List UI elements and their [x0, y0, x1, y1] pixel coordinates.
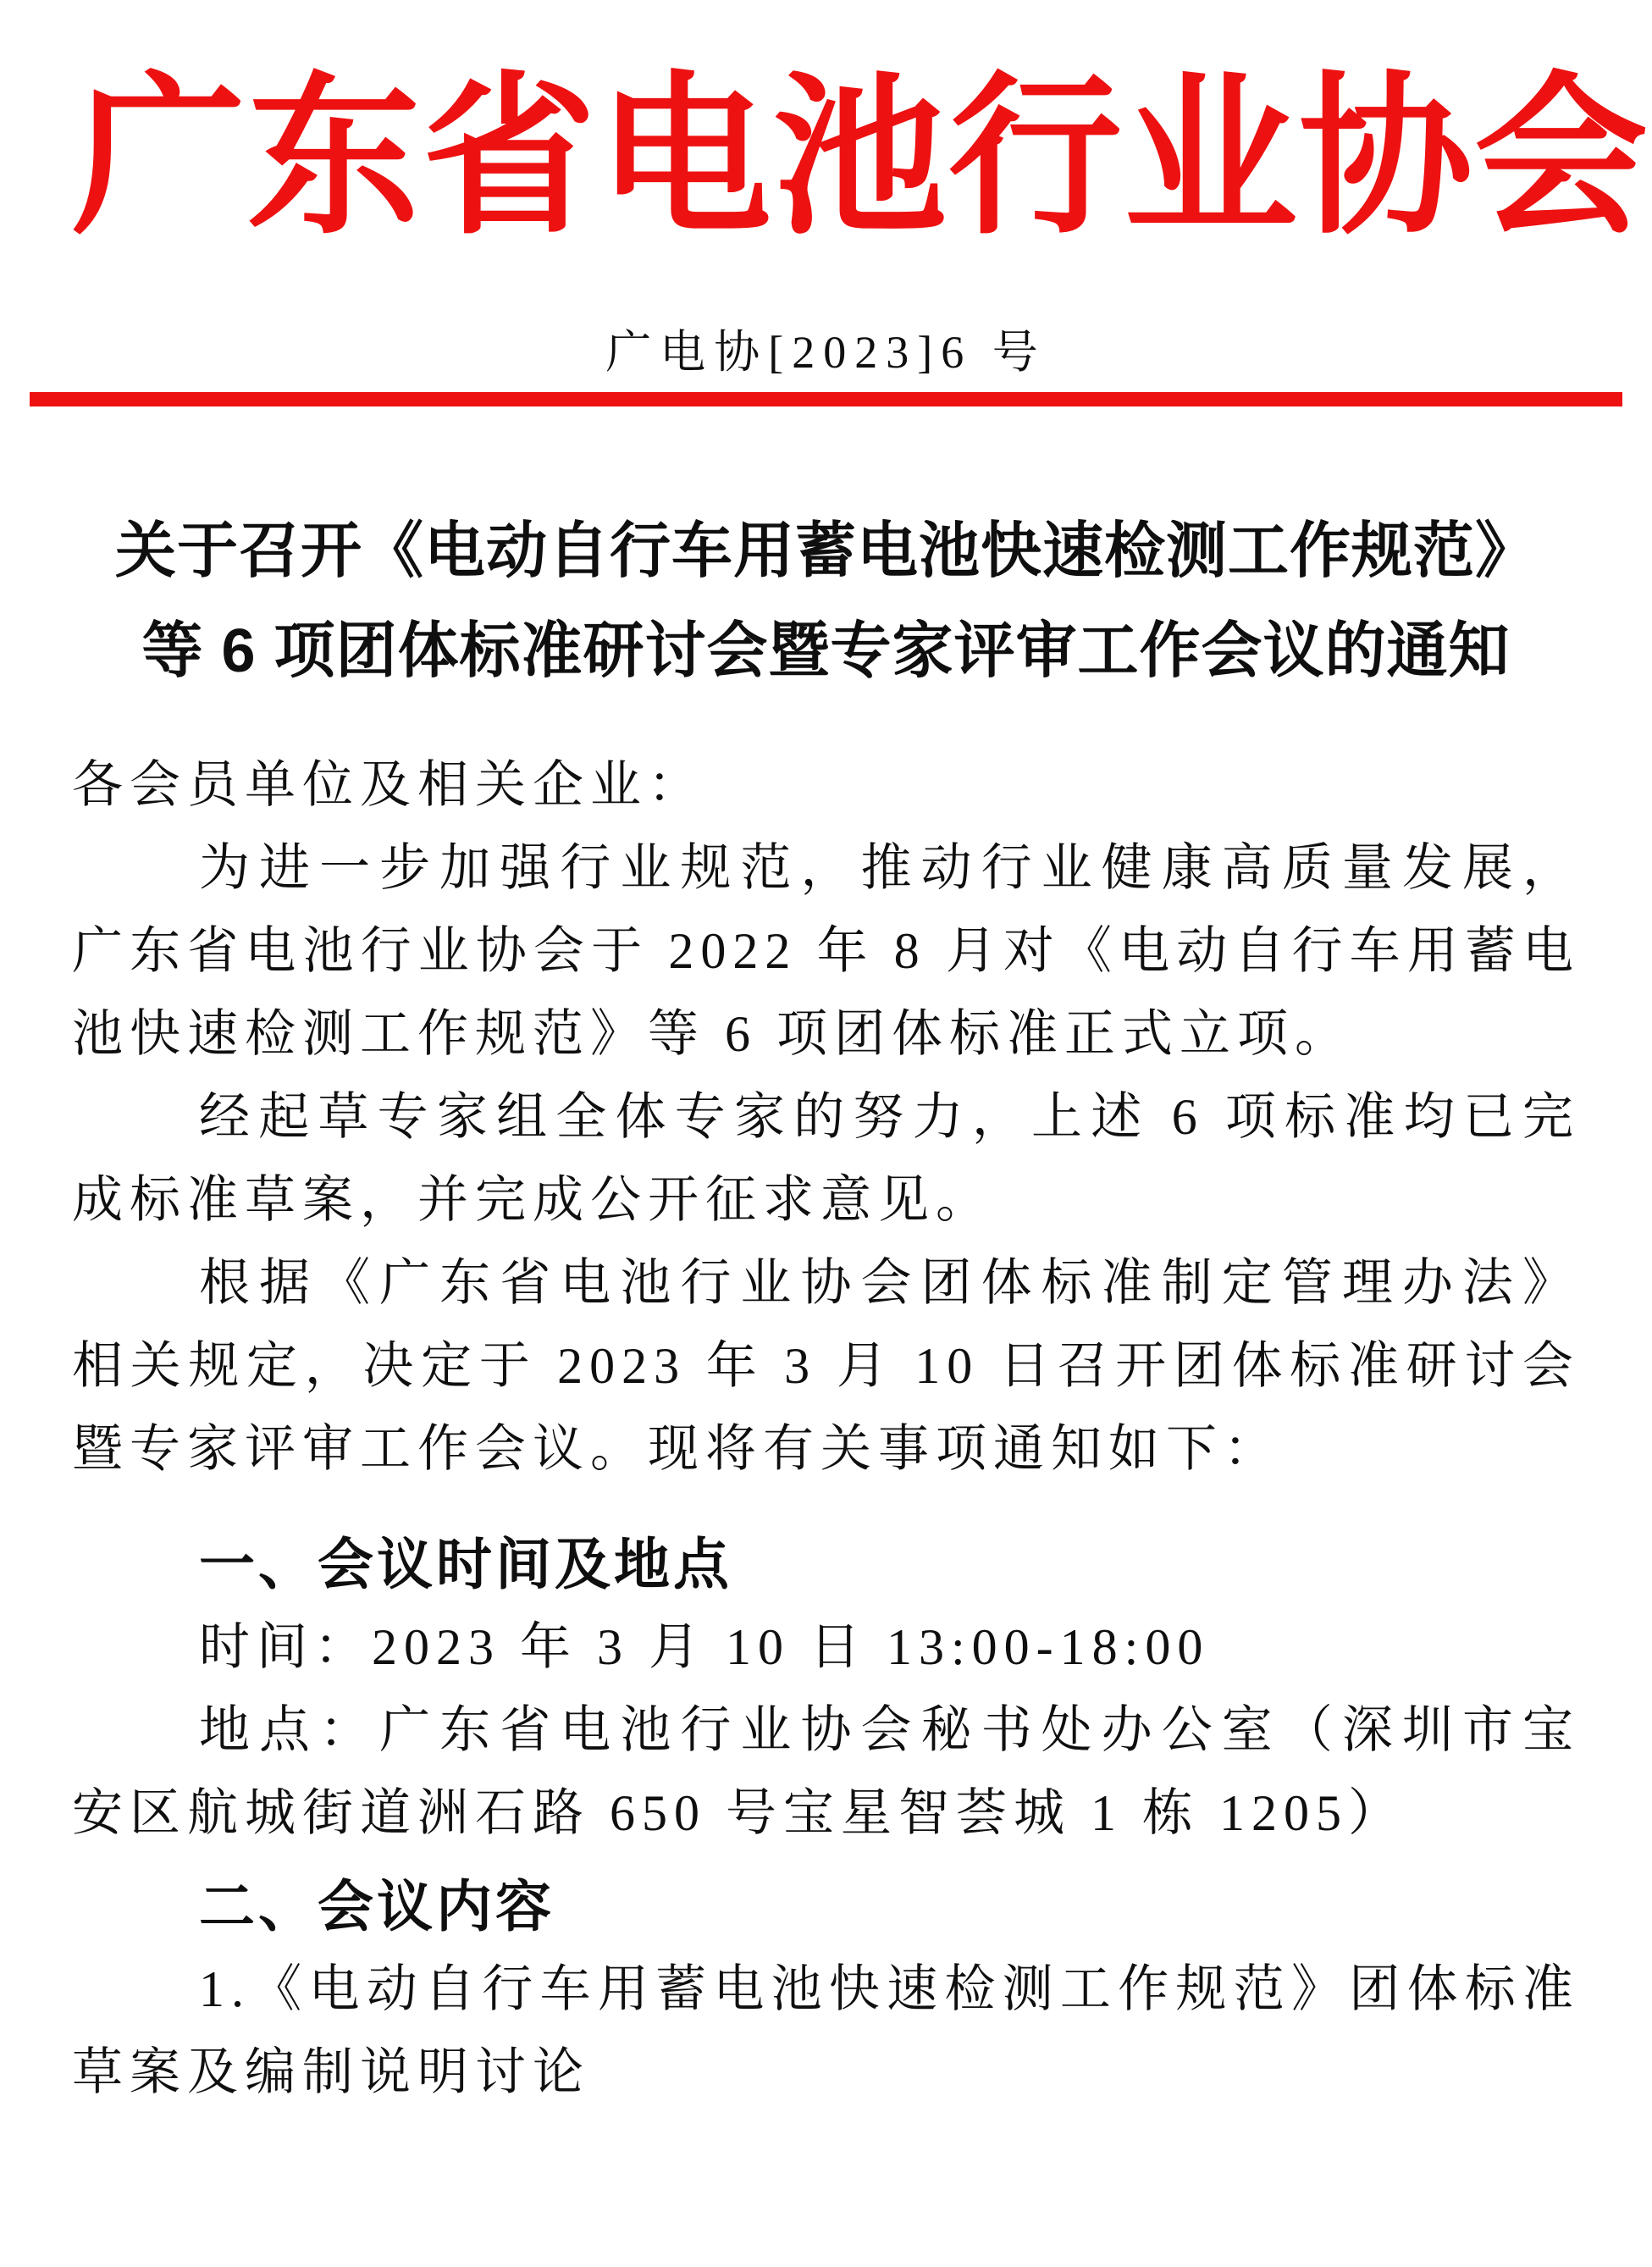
document-body	[72, 744, 1580, 2114]
notice-title	[72, 501, 1580, 701]
paragraph-project-initiation: 为进一步加强行业规范，推动行业健康高质量发展，广东省电池行业协会于 2022 年 8 月对《电动自行车用蓄电池快速检测工作规范》等 6 项团体标准正式立项。	[72, 840, 1580, 1062]
meeting-place-line: 地点：广东省电池行业协会秘书处办公室（深圳市宝安区航城街道洲石路 650 号宝星智荟城 1 栋 1205）	[72, 1702, 1580, 1841]
notice-title-line2: 等 6 项团体标准研讨会暨专家评审工作会议的通知	[141, 617, 1511, 685]
meeting-time-line: 时间：2023 年 3 月 10 日 13:00-18:00	[199, 1619, 1210, 1675]
section2-heading-meeting-content: 二、会议内容	[199, 1875, 555, 1938]
notice-title-line1: 关于召开《电动自行车用蓄电池快速检测工作规范》	[114, 517, 1537, 585]
agenda-item-1: 1.《电动自行车用蓄电池快速检测工作规范》团体标准草案及编制说明讨论	[72, 1961, 1580, 2100]
paragraph-meeting-decision: 根据《广东省电池行业协会团体标准制定管理办法》相关规定，决定于 2023 年 3 月 10 日召开团体标准研讨会暨专家评审工作会议。现将有关事项通知如下：	[72, 1255, 1580, 1477]
section1-heading-time-and-place: 一、会议时间及地点	[199, 1533, 732, 1595]
paragraph-draft-completed: 经起草专家组全体专家的努力，上述 6 项标准均已完成标准草案，并完成公开征求意见。	[72, 1089, 1580, 1228]
salutation-line: 各会员单位及相关企业：	[72, 757, 705, 813]
org-name-letterhead: 广东省电池行业协会	[72, 60, 1649, 254]
red-divider-line	[30, 392, 1622, 406]
doc-number: 广电协[2023]6 号	[605, 327, 1047, 378]
